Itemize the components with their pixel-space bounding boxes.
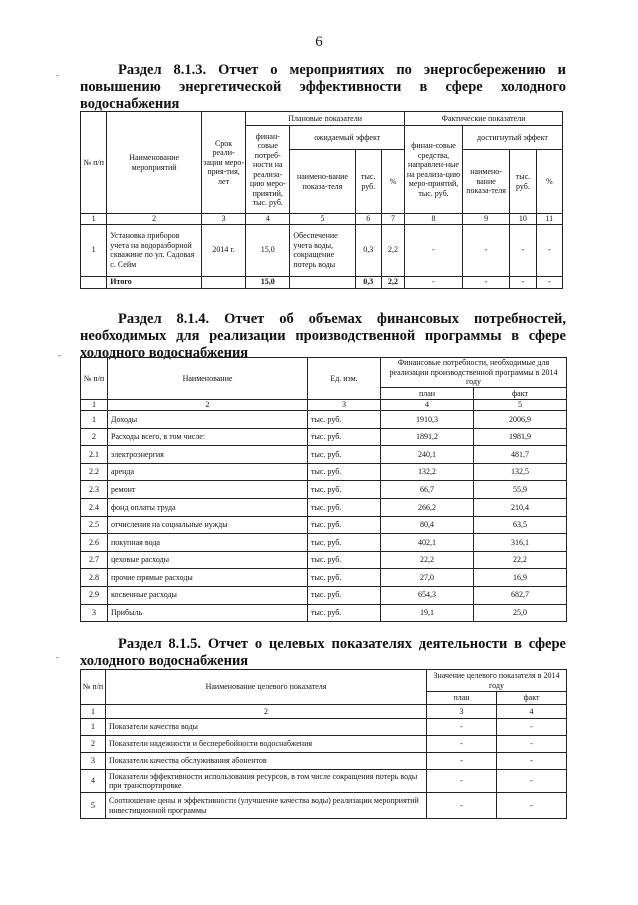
- row-plan: -: [427, 719, 497, 736]
- margin-mark: -: [56, 652, 59, 662]
- table-row: [81, 224, 563, 276]
- table-row: [81, 569, 567, 587]
- header-expected: ожидаемый эффект: [290, 126, 405, 150]
- col-num: 2: [108, 400, 308, 411]
- header-no: № п/п: [81, 112, 107, 214]
- row-plan: 22,2: [381, 551, 474, 569]
- row-unit: тыс. руб.: [308, 481, 381, 499]
- col-num: 3: [427, 705, 497, 719]
- row-no: 2.7: [81, 551, 108, 569]
- table-row: [81, 428, 567, 446]
- table-row: [81, 793, 567, 819]
- page-number: 6: [315, 34, 323, 50]
- header-pct-2: %: [536, 150, 562, 214]
- header-name: Наименование: [108, 358, 308, 400]
- table-row: [81, 516, 567, 534]
- row-name: Показатели надежности и бесперебойности водоснабжения: [106, 736, 427, 753]
- table-8-1-5: [80, 669, 567, 819]
- header-plan: план: [427, 692, 497, 705]
- row-name: Показатели качества воды: [106, 719, 427, 736]
- row-fact: -: [497, 719, 567, 736]
- table-row: [81, 463, 567, 481]
- row-plan: 66,7: [381, 481, 474, 499]
- row-unit: тыс. руб.: [308, 604, 381, 622]
- row-plan: -: [427, 793, 497, 819]
- row-name: аренда: [108, 463, 308, 481]
- row-name: Прибыль: [108, 604, 308, 622]
- row-plan: 266,2: [381, 498, 474, 516]
- row-plan: 27,0: [381, 569, 474, 587]
- row-plan: -: [427, 753, 497, 770]
- header-plan-fin: финан-совые потреб-ности на реализа-цию меро-приятий, тыс. руб.: [246, 126, 290, 214]
- row-name: Доходы: [108, 411, 308, 429]
- row-fact: 25,0: [474, 604, 567, 622]
- row-fact: 16,9: [474, 569, 567, 587]
- header-no: № п/п: [81, 670, 106, 705]
- row-pct: 2,2: [381, 224, 404, 276]
- row-name: Установка приборов учета на водоразборной скважине по ул. Садовая с. Сейм: [107, 224, 202, 276]
- col-num: 8: [405, 214, 463, 225]
- total-pct: 2,2: [381, 276, 404, 288]
- row-fact: 132,5: [474, 463, 567, 481]
- row-indicator-2: -: [462, 224, 509, 276]
- section-8-1-4-title-line3: холодного водоснабжения: [80, 345, 249, 361]
- row-fact: -: [497, 793, 567, 819]
- header-fact: факт: [474, 388, 567, 400]
- table-row: [81, 753, 567, 770]
- total-row: [81, 276, 563, 288]
- header-name: Наименование мероприятий: [107, 112, 202, 214]
- row-no: 4: [81, 770, 106, 793]
- row-name: цеховые расходы: [108, 551, 308, 569]
- row-no: 1: [81, 224, 107, 276]
- row-fact: 316,1: [474, 534, 567, 552]
- row-fact: 2006,9: [474, 411, 567, 429]
- row-plan: 1910,3: [381, 411, 474, 429]
- table-row: [81, 604, 567, 622]
- column-number-row: [81, 400, 567, 411]
- row-plan: 80,4: [381, 516, 474, 534]
- col-num: 6: [355, 214, 381, 225]
- header-ind-name-2: наимено-вание показа-теля: [462, 150, 509, 214]
- row-fact: 63,5: [474, 516, 567, 534]
- row-no: 1: [81, 719, 106, 736]
- row-term: 2014 г.: [201, 224, 245, 276]
- row-unit: тыс. руб.: [308, 586, 381, 604]
- row-plan: 1891,2: [381, 428, 474, 446]
- row-name: фонд оплаты труда: [108, 498, 308, 516]
- col-num: 11: [536, 214, 562, 225]
- row-name: косвенные расходы: [108, 586, 308, 604]
- row-no: 2.5: [81, 516, 108, 534]
- row-fact: 1981,9: [474, 428, 567, 446]
- section-8-1-5-title-line2: холодного водоснабжения: [80, 653, 249, 669]
- row-unit: тыс. руб.: [308, 534, 381, 552]
- total-thr-2: -: [510, 276, 536, 288]
- row-fact: 481,7: [474, 446, 567, 464]
- table-row: [81, 736, 567, 753]
- section-8-1-5-title-line1: Раздел 8.1.5. Отчет о целевых показателях деятельности в сфере: [118, 636, 566, 652]
- col-num: 9: [462, 214, 509, 225]
- row-name: электроэнергия: [108, 446, 308, 464]
- row-no: 2: [81, 736, 106, 753]
- row-name: прочие прямые расходы: [108, 569, 308, 587]
- total-plan-fin: 15,0: [246, 276, 290, 288]
- row-unit: тыс. руб.: [308, 463, 381, 481]
- row-fact: 210,4: [474, 498, 567, 516]
- row-fact: -: [497, 736, 567, 753]
- total-label: Итого: [107, 276, 202, 288]
- row-plan: -: [427, 736, 497, 753]
- table-row: [81, 446, 567, 464]
- row-name: Показатели качества обслуживания абонентов: [106, 753, 427, 770]
- col-num: 10: [510, 214, 536, 225]
- col-num: 4: [497, 705, 567, 719]
- row-no: 2.4: [81, 498, 108, 516]
- col-num: 5: [290, 214, 355, 225]
- section-8-1-4-title-line1: Раздел 8.1.4. Отчет об объемах финансовых потребностей,: [118, 311, 566, 327]
- section-8-1-5-title: [80, 636, 566, 670]
- col-num: 1: [81, 214, 107, 225]
- header-name: Наименование целевого показателя: [106, 670, 427, 705]
- total-pct-2: -: [536, 276, 562, 288]
- header-fact: Фактические показатели: [405, 112, 563, 126]
- header-fact: факт: [497, 692, 567, 705]
- header-no: № п/п: [81, 358, 108, 400]
- section-8-1-3-title-line3: водоснабжения: [80, 96, 180, 112]
- row-fact: 682,7: [474, 586, 567, 604]
- table-8-1-4: [80, 357, 567, 622]
- column-number-row: [81, 214, 563, 225]
- row-unit: тыс. руб.: [308, 411, 381, 429]
- header-target-value: Значение целевого показателя в 2014 году: [427, 670, 567, 692]
- row-no: 2.3: [81, 481, 108, 499]
- col-num: 1: [81, 400, 108, 411]
- row-plan: 240,1: [381, 446, 474, 464]
- row-no: 5: [81, 793, 106, 819]
- margin-mark: -: [58, 350, 61, 360]
- row-fact-fin: -: [405, 224, 463, 276]
- row-no: 3: [81, 604, 108, 622]
- row-plan: 654,3: [381, 586, 474, 604]
- row-name: Расходы всего, в том числе:: [108, 428, 308, 446]
- col-num: 4: [246, 214, 290, 225]
- header-achieved: достигнутый эффект: [462, 126, 562, 150]
- row-name: Показатели эффективности использования ресурсов, в том числе сокращения потерь воды при транспортировке: [106, 770, 427, 793]
- col-num: 2: [107, 214, 202, 225]
- row-name: ремонт: [108, 481, 308, 499]
- header-unit: Ед. изм.: [308, 358, 381, 400]
- margin-mark: -: [56, 70, 59, 80]
- row-plan-fin: 15,0: [246, 224, 290, 276]
- row-plan: 402,1: [381, 534, 474, 552]
- table-row: [81, 481, 567, 499]
- table-row: [81, 719, 567, 736]
- row-no: 2.8: [81, 569, 108, 587]
- row-unit: тыс. руб.: [308, 498, 381, 516]
- row-no: 2.1: [81, 446, 108, 464]
- col-num: 4: [381, 400, 474, 411]
- row-unit: тыс. руб.: [308, 428, 381, 446]
- row-unit: тыс. руб.: [308, 516, 381, 534]
- header-thr: тыс. руб.: [355, 150, 381, 214]
- header-fact-fin: финан-совые средства, направлен-ные на реализа-цию меро-приятий, тыс. руб.: [405, 126, 463, 214]
- table-row: [81, 411, 567, 429]
- row-no: 2.6: [81, 534, 108, 552]
- row-no: 2.9: [81, 586, 108, 604]
- row-unit: тыс. руб.: [308, 551, 381, 569]
- row-plan: 132,2: [381, 463, 474, 481]
- row-fact: -: [497, 753, 567, 770]
- section-8-1-3-title: [80, 62, 566, 113]
- row-indicator: Обеспечение учета воды, сокращение потерь воды: [290, 224, 355, 276]
- col-num: 3: [308, 400, 381, 411]
- section-8-1-4-title: [80, 311, 566, 362]
- col-num: 2: [106, 705, 427, 719]
- header-fin-needs: Финансовые потребности, необходимые для реализации производственной программы в 2014 году: [381, 358, 567, 388]
- row-pct-2: -: [536, 224, 562, 276]
- row-fact: 55,9: [474, 481, 567, 499]
- row-name: отчисления на социальные нужды: [108, 516, 308, 534]
- header-term: Срок реали-зации меро-прия-тия, лет: [201, 112, 245, 214]
- table-8-1-3: [80, 111, 563, 289]
- table-row: [81, 498, 567, 516]
- row-no: 2: [81, 428, 108, 446]
- section-8-1-3-title-line2: повышению энергетической эффективности в сфере холодного: [80, 79, 566, 95]
- table-row: [81, 586, 567, 604]
- total-fact-fin: -: [405, 276, 463, 288]
- col-num: 1: [81, 705, 106, 719]
- row-fact: -: [497, 770, 567, 793]
- col-num: 5: [474, 400, 567, 411]
- header-plan: Плановые показатели: [246, 112, 405, 126]
- col-num: 3: [201, 214, 245, 225]
- row-fact: 22,2: [474, 551, 567, 569]
- section-8-1-4-title-line2: необходимых для реализации производственной программы в сфере: [80, 328, 566, 344]
- row-no: 3: [81, 753, 106, 770]
- row-no: 1: [81, 411, 108, 429]
- header-thr-2: тыс. руб.: [510, 150, 536, 214]
- column-number-row: [81, 705, 567, 719]
- table-row: [81, 534, 567, 552]
- header-ind-name: наимено-вание показа-теля: [290, 150, 355, 214]
- row-plan: -: [427, 770, 497, 793]
- row-name: покупная вода: [108, 534, 308, 552]
- col-num: 7: [381, 214, 404, 225]
- row-unit: тыс. руб.: [308, 446, 381, 464]
- row-plan: 19,1: [381, 604, 474, 622]
- row-thr-2: -: [510, 224, 536, 276]
- row-thr: 0,3: [355, 224, 381, 276]
- table-row: [81, 551, 567, 569]
- row-no: 2.2: [81, 463, 108, 481]
- header-plan: план: [381, 388, 474, 400]
- total-ind-2: -: [462, 276, 509, 288]
- section-8-1-3-title-line1: Раздел 8.1.3. Отчет о мероприятиях по энергосбережению и: [118, 62, 566, 78]
- row-name: Соотношение цены и эффективности (улучшение качества воды) реализации мероприятий инвестиционной программы: [106, 793, 427, 819]
- total-thr: 0,3: [355, 276, 381, 288]
- table-row: [81, 770, 567, 793]
- row-unit: тыс. руб.: [308, 569, 381, 587]
- header-pct: %: [381, 150, 404, 214]
